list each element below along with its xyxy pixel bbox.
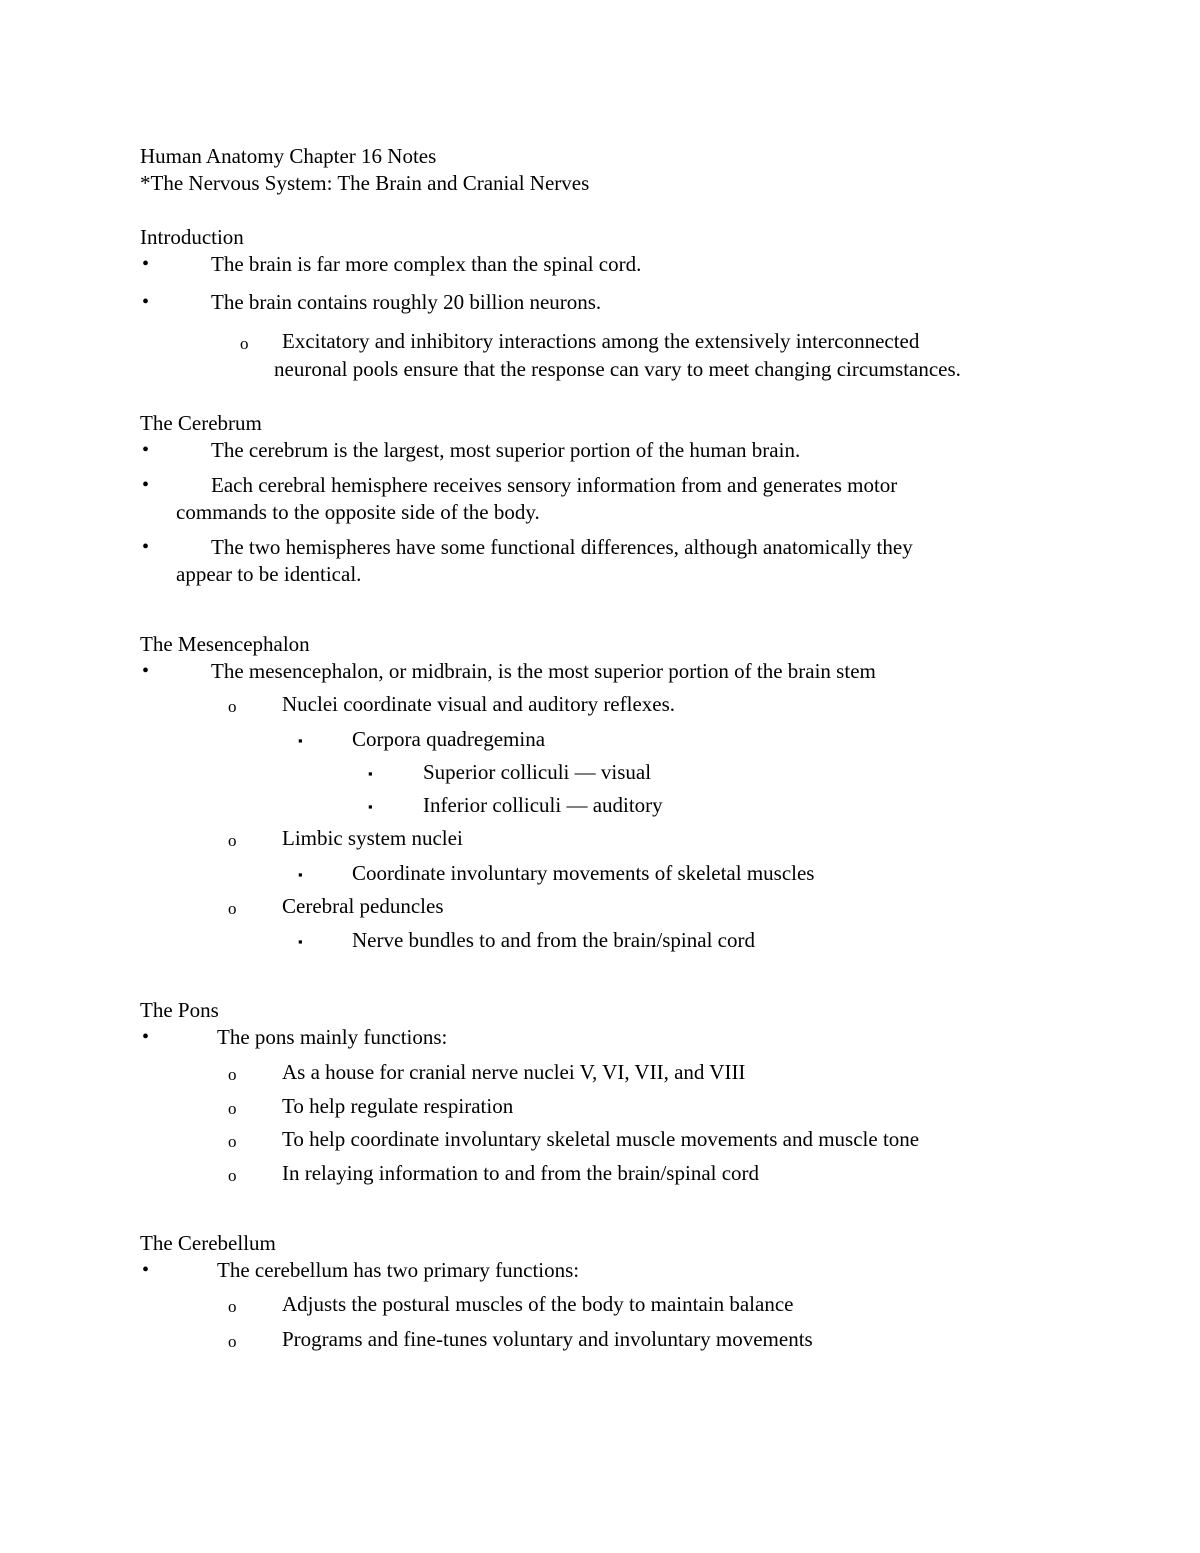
list-item-continuation: neuronal pools ensure that the response can vary to meet changing circumstances. <box>274 357 961 381</box>
list-item: Each cerebral hemisphere receives sensory information from and generates motor <box>211 473 898 497</box>
section-heading-pons: The Pons <box>140 998 219 1022</box>
circle-marker: o <box>240 334 249 353</box>
circle-marker: o <box>228 697 237 716</box>
list-item: Nerve bundles to and from the brain/spinal cord <box>352 928 755 952</box>
list-item: The brain is far more complex than the spinal cord. <box>211 252 642 276</box>
list-item: Nuclei coordinate visual and auditory reflexes. <box>282 692 676 716</box>
circle-marker: o <box>228 899 237 918</box>
list-item: In relaying information to and from the brain/spinal cord <box>282 1161 760 1185</box>
bullet-marker: • <box>142 253 150 275</box>
list-item: Programs and fine-tunes voluntary and involuntary movements <box>282 1327 813 1351</box>
list-item: Superior colliculi — visual <box>423 760 652 784</box>
square-marker: ▪ <box>368 766 373 781</box>
bullet-marker: • <box>142 291 150 313</box>
bullet-marker: • <box>142 536 150 558</box>
square-marker: ▪ <box>298 934 303 949</box>
list-item: Adjusts the postural muscles of the body to maintain balance <box>282 1292 794 1316</box>
circle-marker: o <box>228 831 237 850</box>
list-item: The brain contains roughly 20 billion neurons. <box>211 290 602 314</box>
list-item: Cerebral peduncles <box>282 894 444 918</box>
section-heading-cerebrum: The Cerebrum <box>140 411 262 435</box>
section-heading-cerebellum: The Cerebellum <box>140 1231 276 1255</box>
circle-marker: o <box>228 1132 237 1151</box>
bullet-marker: • <box>142 1259 150 1281</box>
document-subtitle: *The Nervous System: The Brain and Cranial Nerves <box>140 171 590 195</box>
list-item: The two hemispheres have some functional differences, although anatomically they <box>211 535 913 559</box>
bullet-marker: • <box>142 474 150 496</box>
list-item: The cerebellum has two primary functions: <box>217 1258 580 1282</box>
list-item: The pons mainly functions: <box>217 1025 448 1049</box>
list-item: The mesencephalon, or midbrain, is the most superior portion of the brain stem <box>211 659 876 683</box>
circle-marker: o <box>228 1099 237 1118</box>
square-marker: ▪ <box>368 799 373 814</box>
list-item: Coordinate involuntary movements of skeletal muscles <box>352 861 815 885</box>
circle-marker: o <box>228 1166 237 1185</box>
list-item: Limbic system nuclei <box>282 826 463 850</box>
list-item: To help coordinate involuntary skeletal muscle movements and muscle tone <box>282 1127 920 1151</box>
bullet-marker: • <box>142 1026 150 1048</box>
list-item: Corpora quadregemina <box>352 727 546 751</box>
circle-marker: o <box>228 1332 237 1351</box>
square-marker: ▪ <box>298 733 303 748</box>
circle-marker: o <box>228 1297 237 1316</box>
bullet-marker: • <box>142 660 150 682</box>
list-item: To help regulate respiration <box>282 1094 514 1118</box>
list-item-continuation: commands to the opposite side of the body. <box>176 500 540 524</box>
section-heading-introduction: Introduction <box>140 225 244 249</box>
list-item: Excitatory and inhibitory interactions among the extensively interconnected <box>282 329 920 353</box>
list-item: The cerebrum is the largest, most superior portion of the human brain. <box>211 438 801 462</box>
list-item-continuation: appear to be identical. <box>176 562 362 586</box>
document-title: Human Anatomy Chapter 16 Notes <box>140 144 437 168</box>
bullet-marker: • <box>142 439 150 461</box>
circle-marker: o <box>228 1065 237 1084</box>
square-marker: ▪ <box>298 867 303 882</box>
list-item: As a house for cranial nerve nuclei V, VI, VII, and VIII <box>282 1060 746 1084</box>
section-heading-mesencephalon: The Mesencephalon <box>140 632 310 656</box>
list-item: Inferior colliculi — auditory <box>423 793 663 817</box>
